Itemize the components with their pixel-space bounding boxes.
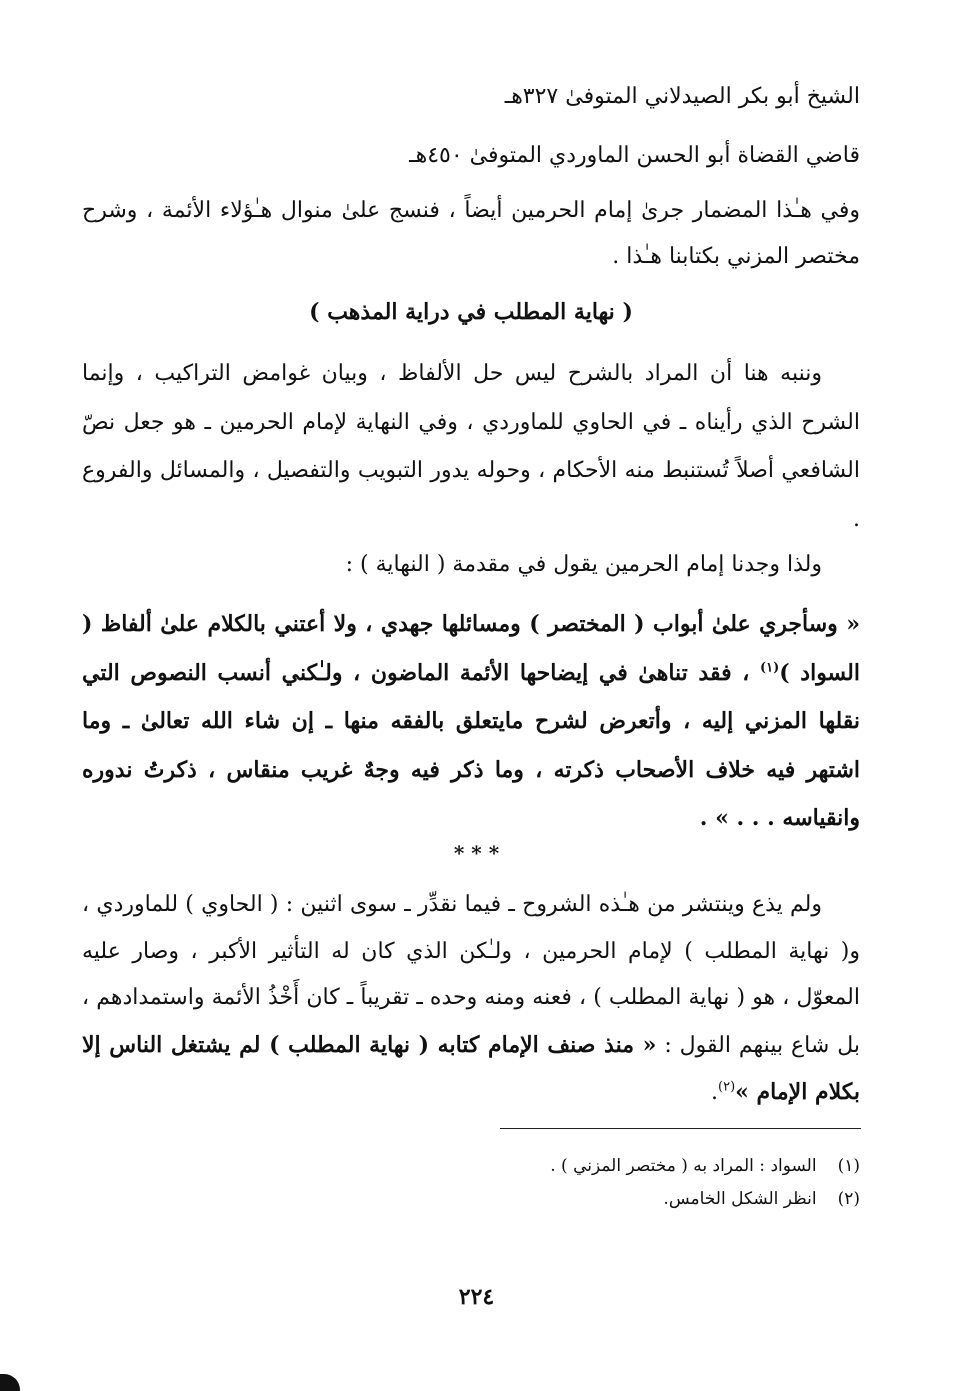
quoted-passage — [82, 600, 860, 843]
footnote-divider — [500, 1128, 861, 1129]
footnote-2-number: (٢) — [837, 1189, 860, 1209]
quote-part-1: « وسأجري علىٰ أبواب ( المختصر ) ومسائلها جهدي ، ولا أعتني بالكلام علىٰ ألفاظ ( السواد ) — [82, 611, 860, 686]
paragraph-1: وننبه هنا أن المراد بالشرح ليس حل الألفاظ ، وبيان غوامض التراكيب ، وإنما الشرح الذي رأيناه ـ في الحاوي للماوردي ، وفي النهاية لإمام الحرمين ـ هو جعل نصّ الشافعي أصلاً تُستنبط منه الأحكام ، وحوله يدور التبويب والتفصيل ، والمسائل والفروع . — [82, 361, 860, 532]
header-line-1: الشيخ أبو بكر الصيدلاني المتوفىٰ ٣٢٧هـ — [504, 84, 860, 109]
header-line-2: قاضي القضاة أبو الحسن الماوردي المتوفىٰ ٤٥٠هـ — [409, 143, 860, 168]
page-number: ٢٢٤ — [458, 1284, 495, 1310]
paragraph-3-end: . — [711, 1080, 718, 1105]
section-separator: * * * — [453, 841, 500, 865]
footnote-1-number: (١) — [837, 1156, 860, 1176]
footnote-2-text: انظر الشكل الخامس. — [663, 1189, 817, 1209]
scan-mark — [0, 1374, 20, 1391]
footnote-1 — [550, 1152, 860, 1180]
footnote-ref-1[interactable]: (١) — [759, 660, 780, 676]
paragraph-3-quote: « منذ صنف الإمام كتابه ( نهاية المطلب ) لم يشتغل الناس إلا بكلام الإمام » — [82, 1031, 860, 1105]
intro-paragraph: وفي هـٰذا المضمار جرىٰ إمام الحرمين أيضاً ، فنسج علىٰ منوال هـٰؤلاء الأئمة ، وشرح مختصر المزني بكتابنا هـٰذا . — [82, 198, 860, 269]
section-heading: ( نهاية المطلب في دراية المذهب ) — [309, 299, 633, 325]
footnote-2 — [663, 1185, 860, 1213]
paragraph-3 — [82, 882, 860, 1117]
paragraph-2: ولذا وجدنا إمام الحرمين يقول في مقدمة ( النهاية ) : — [345, 552, 822, 577]
quote-part-2: ، فقد تناهىٰ في إيضاحها الأئمة الماضون ، ولـٰكني أنسب النصوص التي نقلها المزني إليه ، وأتعرض لشرح مايتعلق بالفقه منها ـ إن شاء الله تعالىٰ ـ وما اشتهر فيه خلاف الأصحاب ذكرته ، وما ذكر فيه وجهٌ غريب منقاس ، ذكرتُ ندوره وانقياسه . . . » . — [82, 659, 861, 831]
footnote-1-text: السواد : المراد به ( مختصر المزني ) . — [550, 1156, 817, 1176]
paragraph-3-text: ولم يذع وينتشر من هـٰذه الشروح ـ فيما نقدِّر ـ سوى اثنين : ( الحاوي ) للماوردي ، و( نهاية المطلب ) لإمام الحرمين ، ولـٰكن الذي كان له التأثير الأكبر ، وصار عليه المعوّل ، هو ( نهاية المطلب ) ، فعنه ومنه وحده ـ تقريباً ـ كان أَخْذُ الأئمة واستمدادهم ، بل شاع بينهم القول : — [82, 892, 861, 1058]
footnote-ref-2[interactable]: (٢) — [718, 1079, 736, 1095]
